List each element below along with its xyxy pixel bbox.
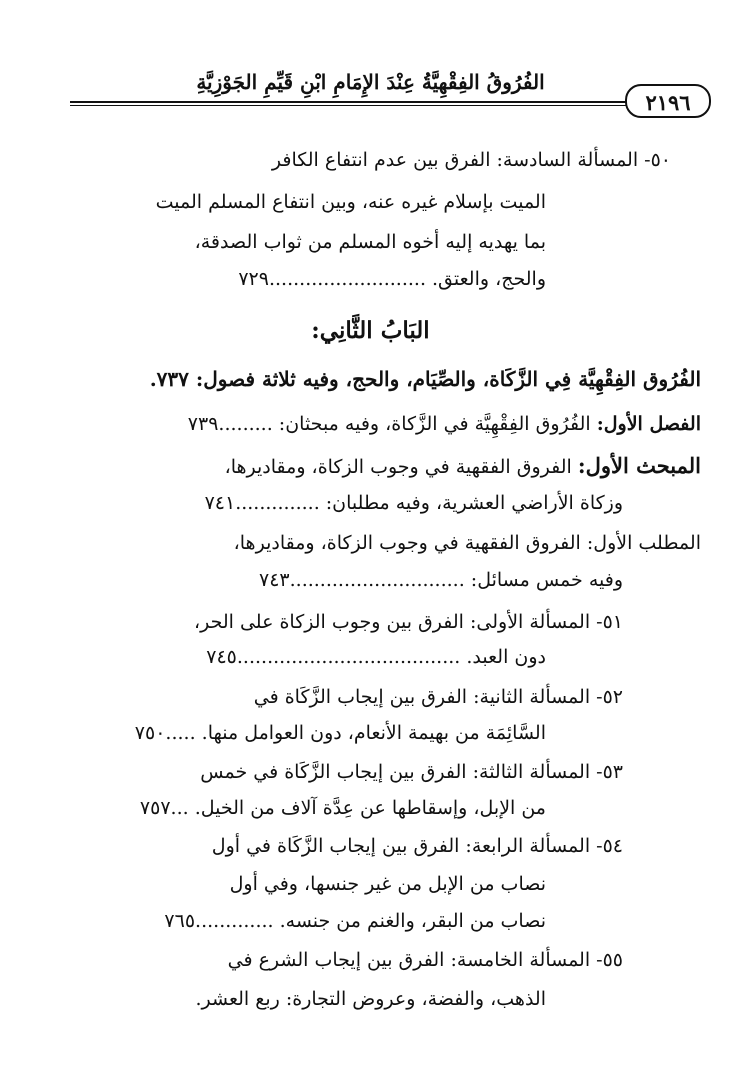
section-1-text: الفروق الفقهية في وجوب الزكاة، ومقاديرها، <box>224 456 578 478</box>
toc-entry-53-line-1: ٥٣- المسألة الثالثة: الفرق بين إيجاب الزَّكَاة في خمس <box>200 761 623 783</box>
toc-entry-50-line-2: الميت بإسلام غيره عنه، وبين انتفاع المسلم الميت <box>155 191 546 213</box>
toc-entry-55-line-2: الذهب، والفضة، وعروض التجارة: ربع العشر. <box>195 988 546 1010</box>
toc-entry-50-line-1: ٥٠- المسألة السادسة: الفرق بين عدم انتفاع الكافر <box>271 149 671 171</box>
toc-entry-50-line-4: والحج، والعتق. ..........................٧٢٩ <box>238 268 546 290</box>
toc-section-1 <box>225 446 701 486</box>
toc-entry-54-line-1: ٥٤- المسألة الرابعة: الفرق بين إيجاب الزَّكَاة في أول <box>211 835 623 857</box>
chapter-title: البَابُ الثَّانِي: <box>311 317 430 344</box>
toc-section-1-line-2: وزكاة الأراضي العشرية، وفيه مطلبان: ..............٧٤١ <box>204 492 623 514</box>
chapter-subtitle: الفُرُوق الفِقْهِيَّة فِي الزَّكَاة، والصِّيَام، والحج، وفيه ثلاثة فصول: ٧٣٧. <box>149 367 701 391</box>
toc-chapter-1 <box>188 404 701 444</box>
header-rule <box>70 101 630 103</box>
toc-entry-51-line-2: دون العبد. .....................................٧٤٥ <box>206 646 546 668</box>
running-title: الفُرُوقُ الفِقْهِيَّةُ عِنْدَ الإِمَامِ ابْنِ قَيِّمِ الجَوْزِيَّةِ <box>196 70 545 94</box>
toc-entry-51-line-1: ٥١- المسألة الأولى: الفرق بين وجوب الزكاة على الحر، <box>193 611 623 633</box>
toc-entry-55-line-1: ٥٥- المسألة الخامسة: الفرق بين إيجاب الشرع في <box>227 949 623 971</box>
toc-subsection-1-line-2: وفيه خمس مسائل: .............................٧٤٣ <box>258 569 623 591</box>
toc-entry-53-line-2: من الإبل، وإسقاطها عن عِدَّة آلاف من الخيل. ...٧٥٧ <box>139 797 546 819</box>
toc-entry-50-line-3: بما يهديه إليه أخوه المسلم من ثواب الصدقة، <box>194 231 546 253</box>
toc-entry-52-line-2: السَّائِمَة من بهيمة الأنعام، دون العوامل منها. .....٧٥٠ <box>134 722 546 744</box>
chapter-1-label: الفصل الأول: <box>596 413 701 435</box>
toc-entry-54-line-3: نصاب من البقر، والغنم من جنسه. .............٧٦٥ <box>164 910 546 932</box>
toc-subsection-1: المطلب الأول: الفروق الفقهية في وجوب الزكاة، ومقاديرها، <box>233 532 701 554</box>
header-rule-thin <box>70 105 630 106</box>
page-number: ٢١٩٦ <box>645 90 691 115</box>
toc-entry-54-line-2: نصاب من الإبل من غير جنسها، وفي أول <box>229 873 546 895</box>
chapter-1-text: الفُرُوق الفِقْهِيَّة في الزَّكاة، وفيه مبحثان: .........٧٣٩ <box>187 413 597 435</box>
page-number-badge <box>625 84 711 118</box>
toc-entry-52-line-1: ٥٢- المسألة الثانية: الفرق بين إيجاب الزَّكَاة في <box>253 686 623 708</box>
section-1-label: المبحث الأول: <box>577 453 701 478</box>
